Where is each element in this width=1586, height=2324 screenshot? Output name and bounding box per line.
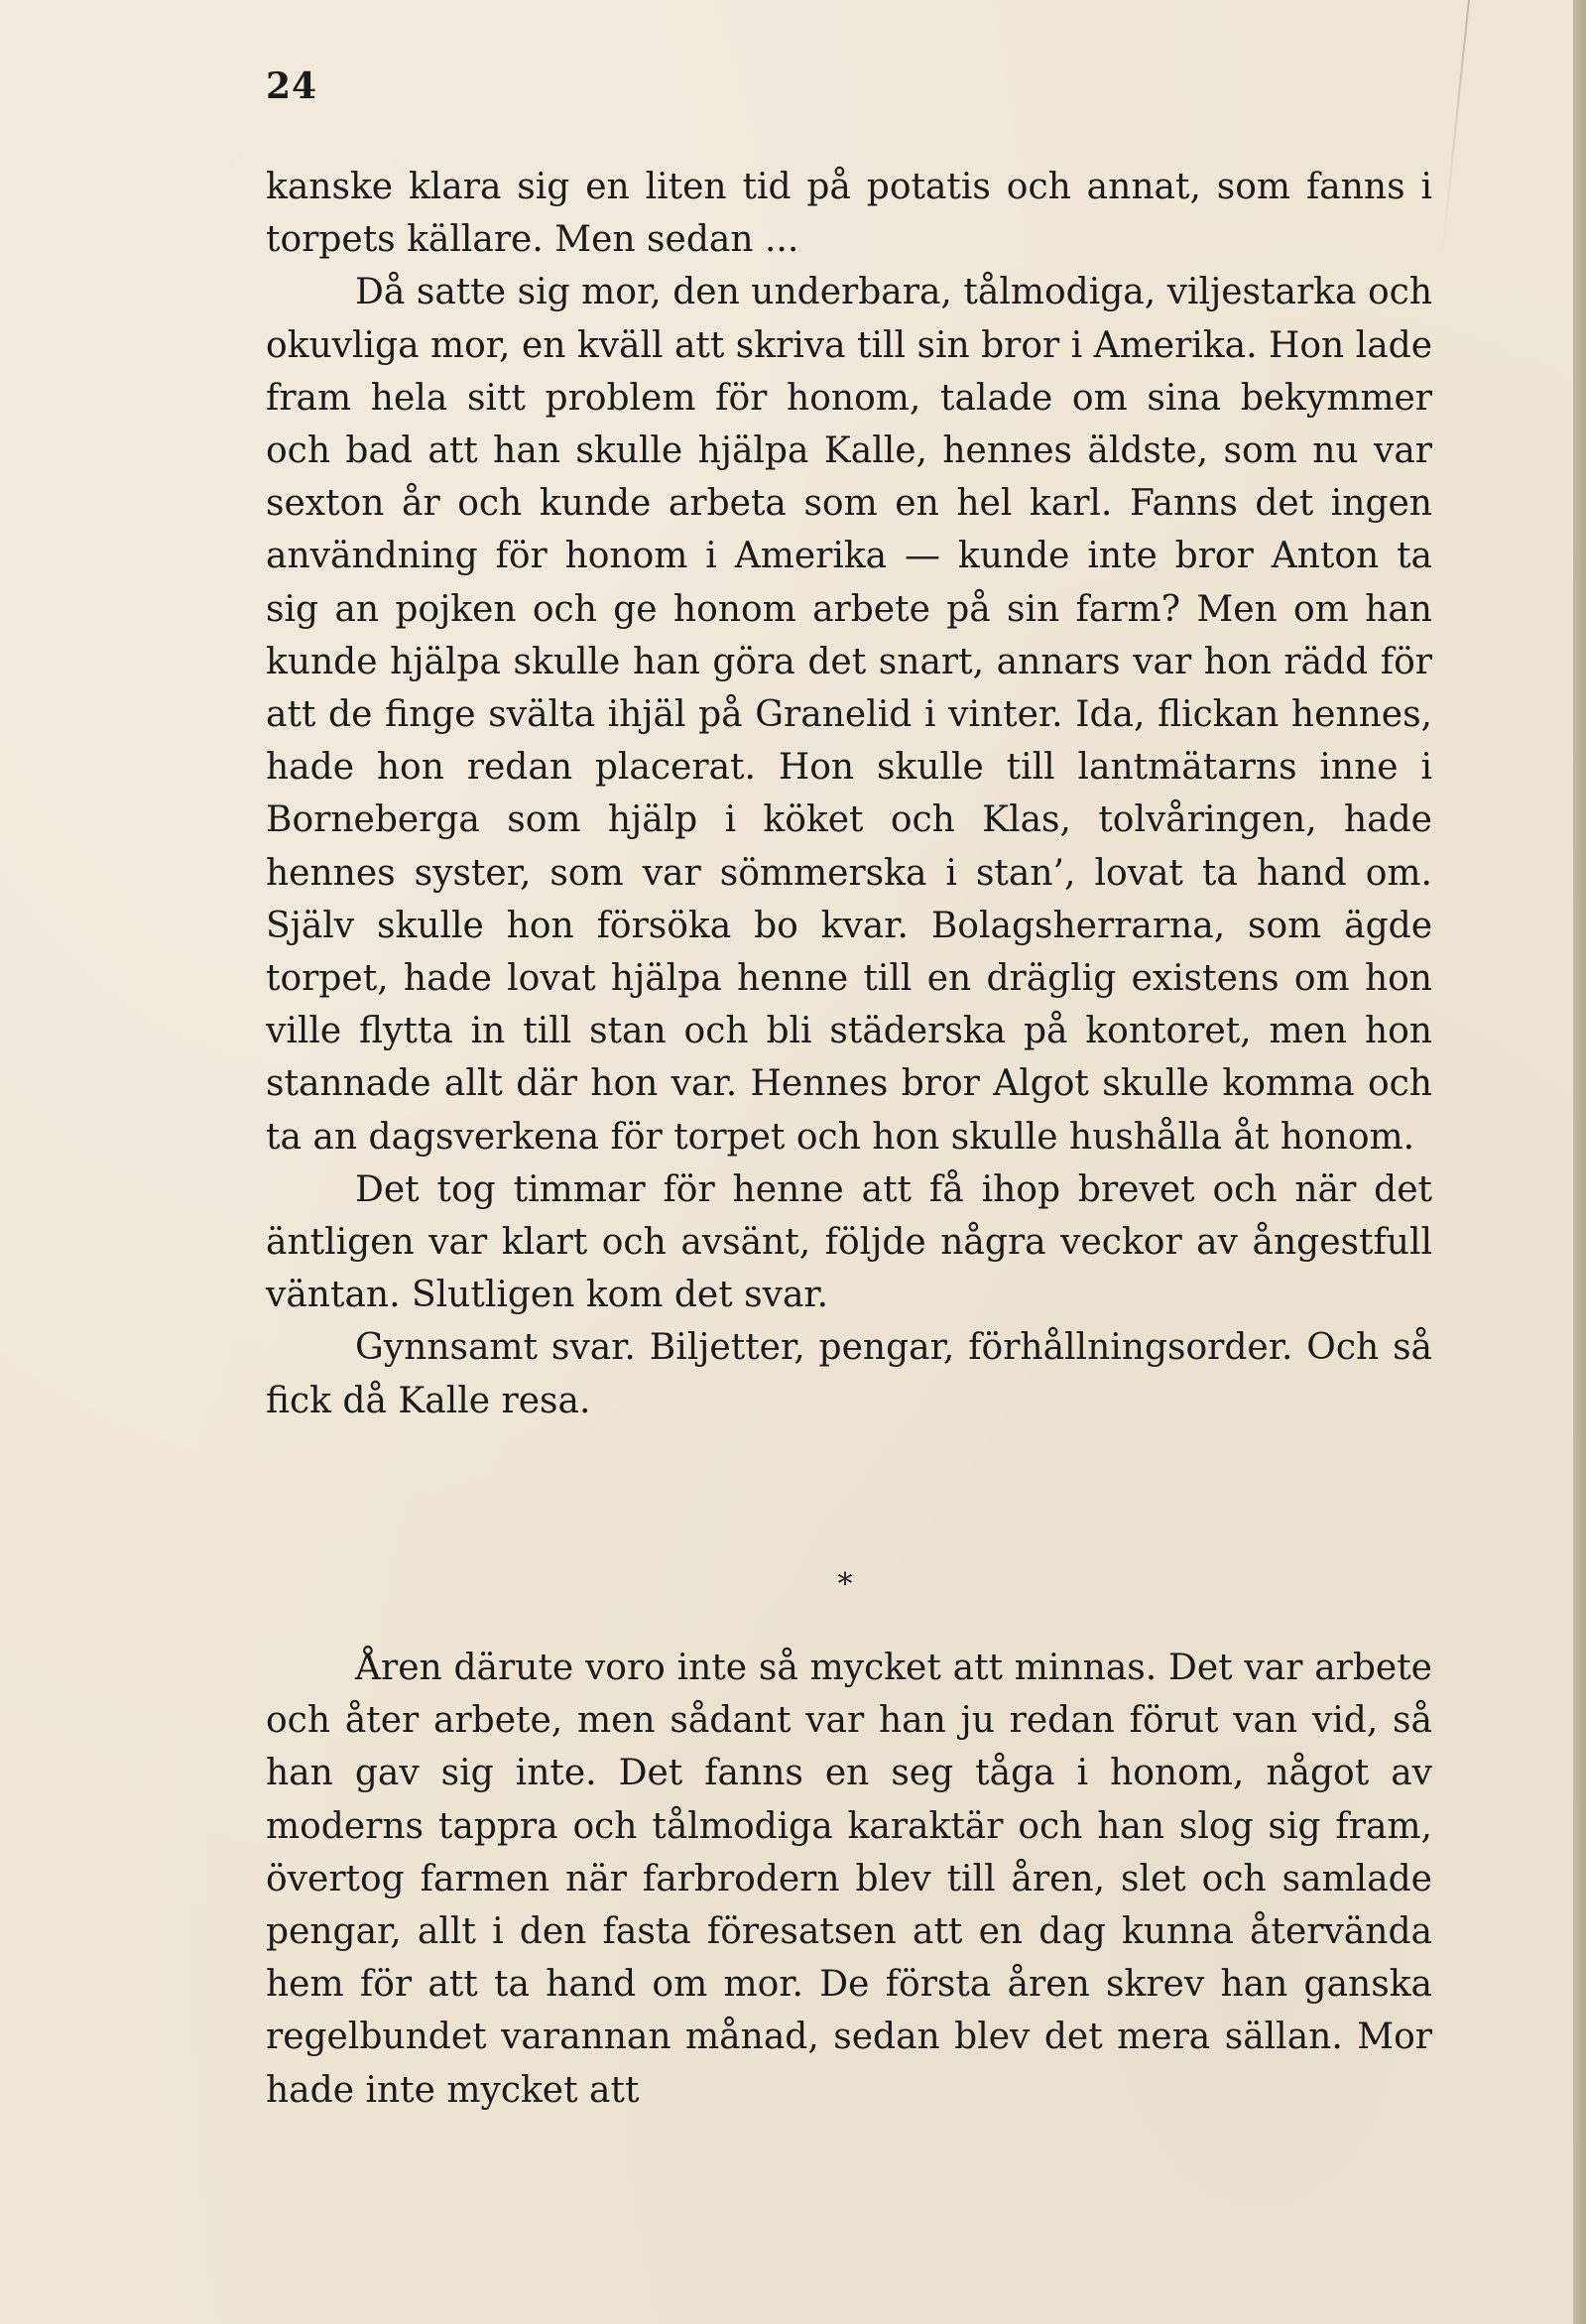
section-divider-asterisk: * xyxy=(837,1567,853,1602)
text-section-2 xyxy=(266,1642,1432,2117)
paragraph-2: Då satte sig mor, den underbara, tålmodiga, viljestarka och okuvliga mor, en kväll att skriva till sin bror i Amerika. Hon lade fram hela sitt problem för honom, talade om sina bekymmer och bad att han skulle hjälpa Kalle, hennes äldste, som nu var sexton år och kunde arbeta som en hel karl. Fanns det ingen användning för honom i Amerika — kunde inte bror Anton ta sig an pojken och ge honom arbete på sin farm? Men om han kunde hjälpa skulle han göra det snart, annars var hon rädd för att de finge svälta ihjäl på Granelid i vinter. Ida, flickan hennes, hade hon redan placerat. Hon skulle till lantmätarns inne i Borneberga som hjälp i köket och Klas, tolvåringen, hade hennes syster, som var sömmerska i stan’, lovat ta hand om. Själv skulle hon försöka bo kvar. Bolagsherrarna, som ägde torpet, hade lovat hjälpa henne till en dräglig existens om hon ville flytta in till stan och bli städerska på kontoret, men hon stannade allt där hon var. Hennes bror Algot skulle komma och ta an dagsverkena för torpet och hon skulle hushålla åt honom. xyxy=(266,272,1433,1158)
paragraph-1: kanske klara sig en liten tid på potatis och annat, som fanns i torpets källare. Men sedan ... xyxy=(266,167,1432,261)
paragraph-3: Det tog timmar för henne att få ihop brevet och när det äntligen var klart och avsänt, följde några veckor av ångestfull väntan. Slutligen kom det svar. xyxy=(266,1168,1432,1316)
paragraph-4: Gynnsamt svar. Biljetter, pengar, förhållningsorder. Och så fick då Kalle resa. xyxy=(266,1327,1432,1421)
page-crease xyxy=(1441,0,1470,257)
text-section-1 xyxy=(266,161,1432,1427)
paragraph-5: Åren därute voro inte så mycket att minnas. Det var arbete och åter arbete, men sådant var han ju redan förut van vid, så han gav sig inte. Det fanns en seg tåga i honom, något av moderns tappra och tålmodiga karaktär och han slog sig fram, övertog farmen när farbrodern blev till åren, slet och samlade pengar, allt i den fasta föresatsen att en dag kunna återvända hem för att ta hand om mor. De första åren skrev han ganska regelbundet varannan månad, sedan blev det mera sällan. Mor hade inte mycket att xyxy=(266,1648,1432,2111)
page-number: 24 xyxy=(266,65,318,107)
page-edge xyxy=(1573,0,1586,2324)
